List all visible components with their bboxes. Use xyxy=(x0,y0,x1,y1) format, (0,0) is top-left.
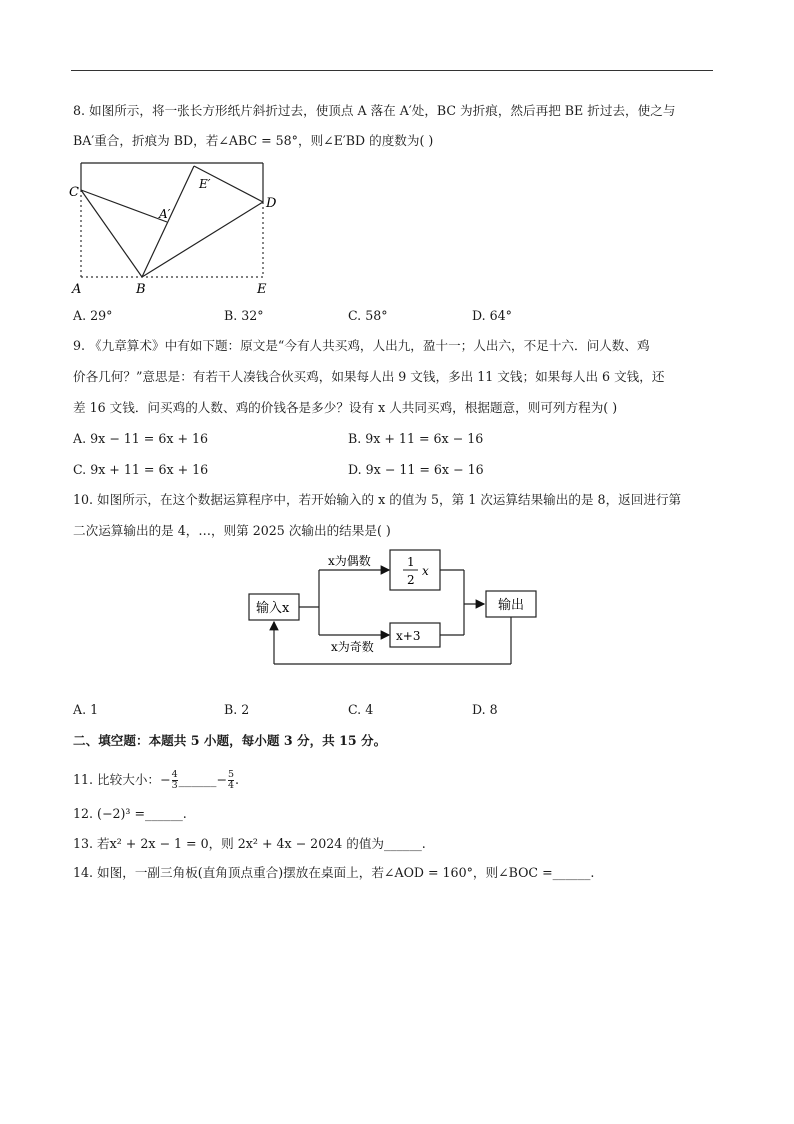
label-E-prime: E′ xyxy=(199,177,211,191)
q10-option-c: C. 4 xyxy=(348,702,374,717)
label-C: C xyxy=(69,185,79,200)
q9-option-b: B. 9x + 11 = 6x − 16 xyxy=(348,431,484,446)
section2-heading: 二、填空题：本题共 5 小题，每小题 3 分，共 15 分。 xyxy=(73,733,387,748)
q8-option-d: D. 64° xyxy=(472,308,512,323)
label-B: B xyxy=(136,282,146,297)
q10-option-d: D. 8 xyxy=(472,702,498,717)
q9-text-line1: 9. 《九章算术》中有如下题：原文是“今有人共买鸡，人出九，盈十一；人出六，不足十六．问人数、鸡 xyxy=(73,338,650,353)
input-box-label: 输入x xyxy=(256,601,290,616)
odd-label: x为奇数 xyxy=(331,640,374,654)
q8-figure xyxy=(66,160,286,300)
q10-flowchart xyxy=(240,546,550,670)
q12-text: 12. (−2)³ =______. xyxy=(73,806,187,821)
q10-option-a: A. 1 xyxy=(73,702,99,717)
q9-text-line2: 价各几何？”意思是：有若干人凑钱合伙买鸡，如果每人出 9 文钱，多出 11 文钱；如果每人出 6 文钱，还 xyxy=(73,369,665,384)
label-E: E xyxy=(257,282,267,297)
q13-text: 13. 若x² + 2x − 1 = 0，则 2x² + 4x − 2024 的值为______. xyxy=(73,836,426,851)
label-D: D xyxy=(266,196,277,211)
q9-option-d: D. 9x − 11 = 6x − 16 xyxy=(348,462,484,477)
plus3-label: x+3 xyxy=(396,629,421,643)
q14-text: 14. 如图，一副三角板(直角顶点重合)摆放在桌面上，若∠AOD = 160°，则∠BOC =______. xyxy=(73,865,595,880)
q11-blank: ______ xyxy=(178,772,217,787)
half-variable: x xyxy=(422,564,429,578)
q11-minus: − xyxy=(216,772,227,787)
q11-text: 11. 比较大小：− $\frac{4}{3}$ ______− $\frac{5}{4}$ . xyxy=(73,769,240,791)
output-box-label: 输出 xyxy=(498,598,525,613)
q11-prefix: 11. 比较大小：− xyxy=(73,772,171,787)
even-label: x为偶数 xyxy=(328,554,371,568)
label-A-prime: A′ xyxy=(159,207,171,221)
fold-line-BC xyxy=(81,190,142,277)
segment-CA-prime xyxy=(81,190,167,222)
q9-option-a: A. 9x − 11 = 6x + 16 xyxy=(73,431,209,446)
q8-option-c: C. 58° xyxy=(348,308,388,323)
q8-text-line2: BA′重合，折痕为 BD，若∠ABC = 58°，则∠E′BD 的度数为( ) xyxy=(73,133,434,148)
q9-text-line3: 差 16 文钱．问买鸡的人数、鸡的价钱各是多少？设有 x 人共同买鸡，根据题意，则可列方程为( ) xyxy=(73,400,618,415)
q10-text-line1: 10. 如图所示，在这个数据运算程序中，若开始输入的 x 的值为 5，第 1 次运算结果输出的是 8，返回进行第 xyxy=(73,492,682,507)
q8-option-b: B. 32° xyxy=(224,308,264,323)
q8-text-line1: 8. 如图所示，将一张长方形纸片斜折过去，使顶点 A 落在 A′处，BC 为折痕，然后再把 BE 折过去，使之与 xyxy=(73,103,676,118)
q10-text-line2: 二次运算输出的是 4，…，则第 2025 次输出的结果是( ) xyxy=(73,523,391,538)
q11-fraction-2: $\frac{5}{4}$ xyxy=(227,769,234,791)
q10-option-b: B. 2 xyxy=(224,702,250,717)
label-A: A xyxy=(72,282,82,297)
header-rule xyxy=(71,70,713,71)
q9-option-c: C. 9x + 11 = 6x + 16 xyxy=(73,462,209,477)
q8-option-a: A. 29° xyxy=(73,308,113,323)
half-denominator: 2 xyxy=(407,573,415,587)
half-numerator: 1 xyxy=(407,555,415,569)
q11-fraction-1: $\frac{4}{3}$ xyxy=(171,769,178,791)
